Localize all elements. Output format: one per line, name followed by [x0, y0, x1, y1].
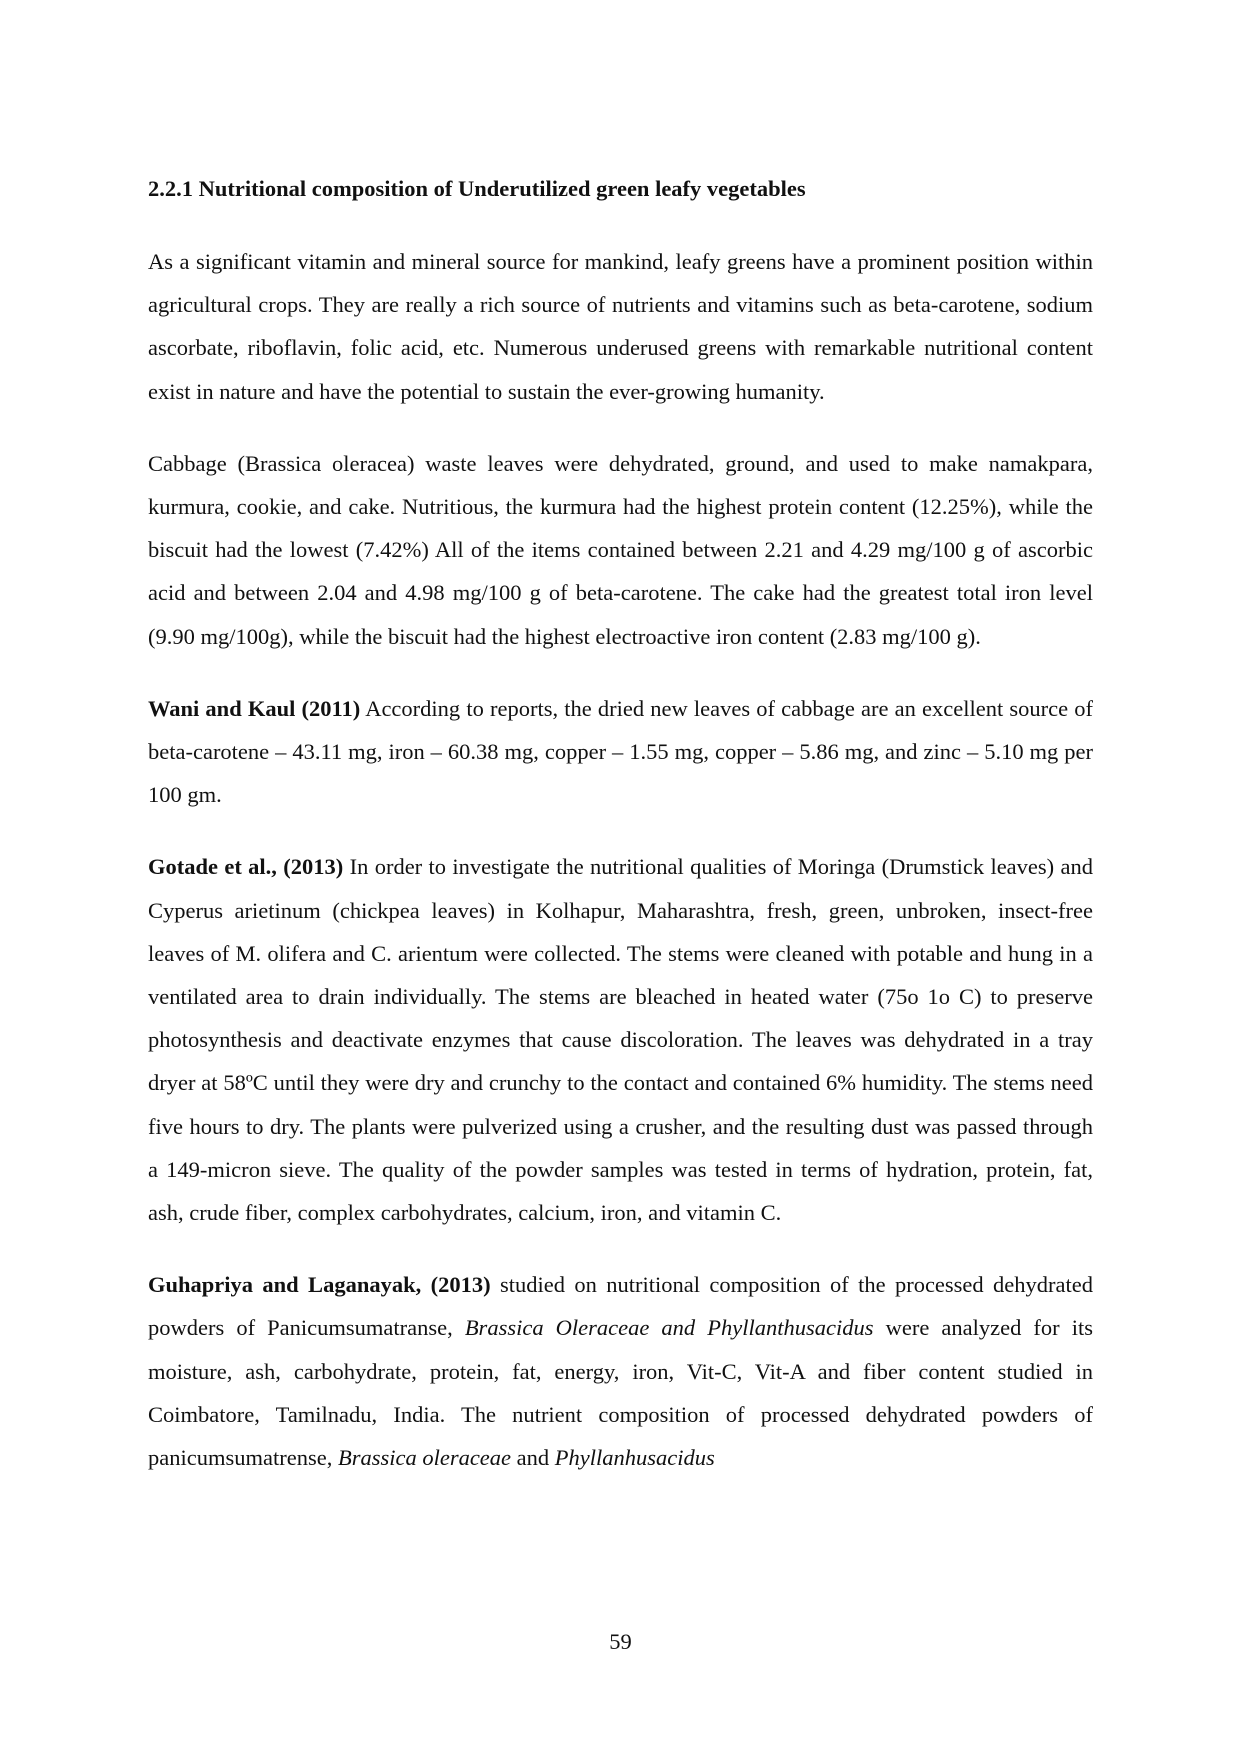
paragraph-wani-kaul — [148, 687, 1093, 817]
paragraph-text: In order to investigate the nutritional qualities of Moringa (Drumstick leaves) and Cyperus arietinum (chickpea leaves) in Kolhapur, Maharashtra, fresh, green, unbroken, insect-free leaves of M. olifera and C. arientum were collected. The stems were cleaned with potable and hung in a ventilated area to drain individually. The stems are bleached in heated water (75o 1o C) to preserve photosynthesis and deactivate enzymes that cause discoloration. The leaves was dehydrated in a tray dryer at 58ºC until they were dry and crunchy to the contact and contained 6% humidity. The stems need five hours to dry. The plants were pulverized using a crusher, and the resulting dust was passed through a 149-micron sieve. The quality of the powder samples was tested in terms of hydration, protein, fat, ash, crude fiber, complex carbohydrates, calcium, iron, and vitamin C. — [148, 854, 1093, 1226]
paragraph-text: As a significant vitamin and mineral source for mankind, leafy greens have a prominent position within agricultural crops. They are really a rich source of nutrients and vitamins such as beta-carotene, sodium ascorbate, riboflavin, folic acid, etc. Numerous underused greens with remarkable nutritional content exist in nature and have the potential to sustain the ever-growing humanity. — [148, 249, 1093, 404]
paragraph-cabbage — [148, 442, 1093, 658]
paragraph-text: were analyzed for its moisture, ash, carbohydrate, protein, fat, energy, iron, Vit-C, Vit-A and fiber content studied in Coimbatore, Tamilnadu, India. The nutrient composition of processed dehydrated powders of panicumsumatrense, — [148, 1315, 1094, 1471]
paragraph-text: and — [511, 1445, 555, 1471]
section-heading: 2.2.1 Nutritional composition of Underutilized green leafy vegetables — [148, 176, 806, 201]
species-name: Phyllanhusacidus — [554, 1445, 715, 1471]
citation-wani-kaul: Wani and Kaul (2011) — [148, 695, 361, 721]
species-names: Brassica Oleraceae and Phyllanthusacidus — [464, 1315, 874, 1341]
paragraph-intro — [148, 240, 1093, 413]
paragraph-gotade — [148, 845, 1093, 1234]
paragraph-guhapriya — [148, 1263, 1093, 1479]
species-name: Brassica oleraceae — [337, 1445, 512, 1471]
paragraph-text: Cabbage (Brassica oleracea) waste leaves were dehydrated, ground, and used to make namakpara, kurmura, cookie, and cake. Nutritious, the kurmura had the highest protein content (12.25%), while the biscuit had the lowest (7.42%) All of the items contained between 2.21 and 4.29 mg/100 g of ascorbic acid and between 2.04 and 4.98 mg/100 g of beta-carotene. The cake had the greatest total iron level (9.90 mg/100g), while the biscuit had the highest electroactive iron content (2.83 mg/100 g). — [148, 450, 1093, 649]
paragraph-text: According to reports, the dried new leaves of cabbage are an excellent source of beta-carotene – 43.11 mg, iron – 60.38 mg, copper – 1.55 mg, copper – 5.86 mg, and zinc – 5.10 mg per 100 gm. — [148, 695, 1093, 808]
paragraph-text: studied on nutritional composition of the processed dehydrated powders of Panicumsumatranse, — [148, 1272, 1093, 1341]
citation-guhapriya: Guhapriya and Laganayak, (2013) — [148, 1272, 491, 1298]
citation-gotade: Gotade et al., (2013) — [148, 854, 344, 880]
page-content — [148, 174, 1093, 1479]
page-number: 59 — [609, 1629, 632, 1654]
